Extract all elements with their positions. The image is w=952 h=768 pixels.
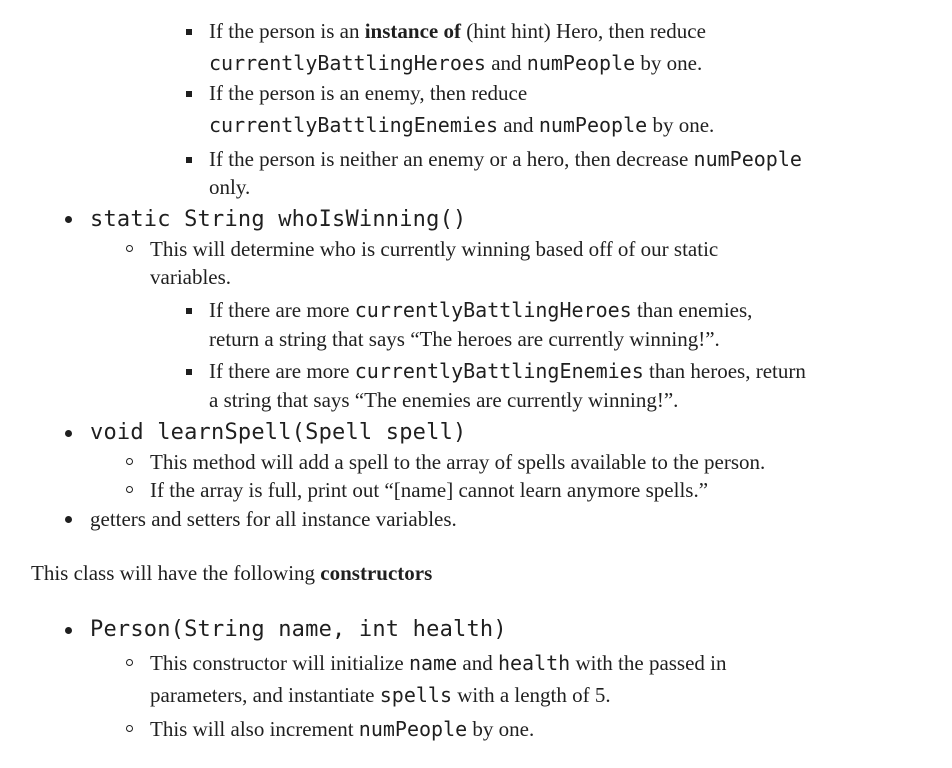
method-signature-learnSpell: void learnSpell(Spell spell) (90, 420, 467, 445)
list-item-cont: only. (209, 175, 251, 199)
bullet-square (186, 91, 192, 97)
list-item-cont: variables. (150, 265, 232, 289)
code-currentlyBattlingEnemies: currentlyBattlingEnemies (354, 359, 644, 383)
list-item: If there are more currentlyBattlingEnemies than heroes, return (209, 359, 806, 383)
bullet-disc (65, 516, 72, 523)
bullet-circle (126, 659, 133, 666)
code-currentlyBattlingHeroes: currentlyBattlingHeroes (354, 298, 632, 322)
bullet-circle (126, 458, 133, 465)
list-item: getters and setters for all instance variables. (90, 507, 457, 531)
constructor-signature-person: Person(String name, int health) (90, 617, 507, 642)
list-item: This will also increment numPeople by one. (150, 717, 535, 741)
list-item: This constructor will initialize name and health with the passed in (150, 651, 727, 675)
bullet-square (186, 29, 192, 35)
list-item-cont: a string that says “The enemies are currently winning!”. (209, 388, 679, 412)
bullet-circle (126, 486, 133, 493)
list-item-cont: currentlyBattlingEnemies and numPeople by one. (209, 113, 715, 137)
code-numPeople: numPeople (538, 113, 648, 137)
code-spells: spells (379, 683, 452, 707)
bullet-square (186, 369, 192, 375)
code-currentlyBattlingHeroes: currentlyBattlingHeroes (209, 51, 486, 75)
code-name: name (408, 651, 458, 675)
list-item: This method will add a spell to the array of spells available to the person. (150, 450, 766, 474)
list-item-cont: return a string that says “The heroes are currently winning!”. (209, 327, 720, 351)
bullet-square (186, 308, 192, 314)
list-item: If there are more currentlyBattlingHeroes than enemies, (209, 298, 753, 322)
list-item: If the person is an instance of (hint hint) Hero, then reduce (209, 19, 706, 43)
bullet-square (186, 157, 192, 163)
bullet-disc (65, 216, 72, 223)
list-item: If the array is full, print out “[name] cannot learn anymore spells.” (150, 478, 709, 502)
bullet-circle (126, 725, 133, 732)
bullet-disc (65, 430, 72, 437)
list-item: If the person is neither an enemy or a hero, then decrease numPeople (209, 147, 802, 171)
list-item: This will determine who is currently winning based off of our static (150, 237, 719, 261)
code-numPeople: numPeople (526, 51, 636, 75)
bullet-circle (126, 245, 133, 252)
constructors-paragraph: This class will have the following constructors (31, 561, 433, 585)
list-item-cont: parameters, and instantiate spells with a length of 5. (150, 683, 611, 707)
code-numPeople: numPeople (358, 717, 468, 741)
code-currentlyBattlingEnemies: currentlyBattlingEnemies (209, 113, 498, 137)
bullet-disc (65, 627, 72, 634)
list-item-cont: currentlyBattlingHeroes and numPeople by one. (209, 51, 703, 75)
code-health: health (497, 651, 571, 675)
method-signature-whoIsWinning: static String whoIsWinning() (90, 207, 467, 232)
list-item: If the person is an enemy, then reduce (209, 81, 528, 105)
code-numPeople: numPeople (693, 147, 802, 171)
